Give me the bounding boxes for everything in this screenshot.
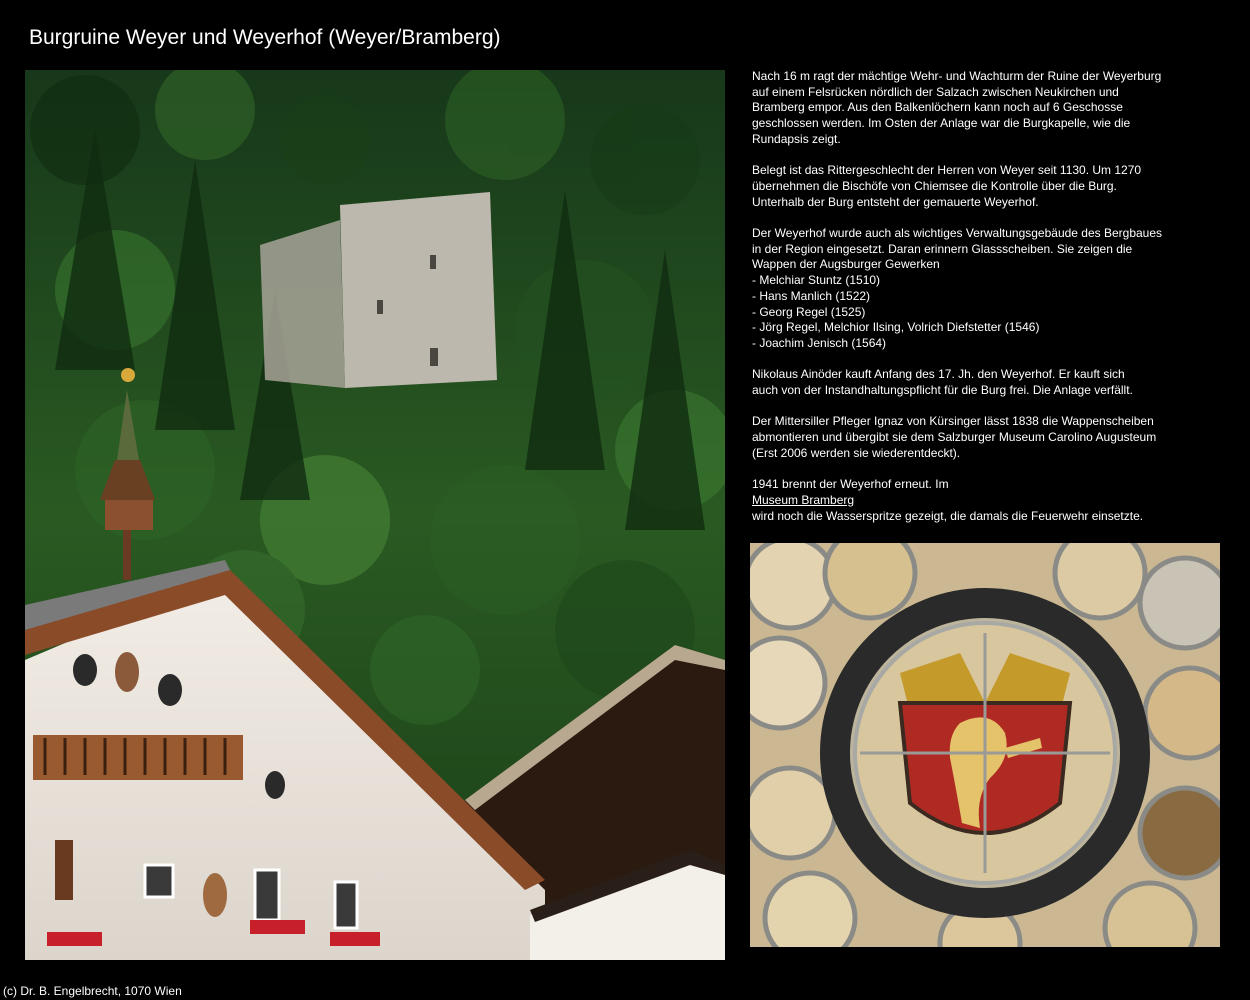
paragraph-1: Nach 16 m ragt der mächtige Wehr- und Wachturm der Ruine der Weyerburg auf einem Felsrücken nördlich der Salzach zwischen Neukirchen und Bramberg empor. Aus den Balkenlöchern kann noch auf 6 Geschosse geschlossen werden. Im Osten der Anlage war die Burgkapelle, wie die Rundapsis zeigt. bbox=[752, 69, 1162, 146]
paragraph-4: Nikolaus Ainöder kauft Anfang des 17. Jh. den Weyerhof. Er kauft sich auch von der Instandhaltungspflicht für die Burg frei. Die Anlage verfällt. bbox=[752, 367, 1133, 398]
list-item: - Melchiar Stuntz (1510) bbox=[752, 273, 881, 288]
list-item: - Georg Regel (1525) bbox=[752, 304, 866, 319]
list-item: - Jörg Regel, Melchior Ilsing, Volrich Diefstetter (1546) bbox=[752, 320, 1040, 335]
list-item: - Hans Manlich (1522) bbox=[752, 288, 871, 303]
description-text bbox=[752, 69, 1222, 540]
list-item: - Joachim Jenisch (1564) bbox=[752, 335, 887, 350]
museum-bramberg-link[interactable]: Museum Bramberg bbox=[752, 492, 855, 507]
castle-ruin-illustration bbox=[25, 70, 725, 960]
page-title: Burgruine Weyer und Weyerhof (Weyer/Bramberg) bbox=[29, 26, 501, 49]
coat-of-arms-window-illustration bbox=[750, 543, 1220, 947]
paragraph-3: Der Weyerhof wurde auch als wichtiges Verwaltungsgebäude des Bergbaues in der Region eingesetzt. Daran erinnern Glassscheiben. Sie zeigen die Wappen der Augsburger Gewerken - Melchiar Stuntz (1510) - Hans Manlich (1522) - Georg Regel (1525) - Jörg Regel, Melchior Ilsing, Volrich Diefstetter (1546) - Joachim Jenisch (1564) bbox=[752, 226, 1222, 352]
paragraph-5: Der Mittersiller Pfleger Ignaz von Kürsinger lässt 1838 die Wappenscheiben abmontieren und übergibt sie dem Salzburger Museum Carolino Augusteum (Erst 2006 werden sie wiederentdeckt). bbox=[752, 414, 1157, 460]
copyright-footer: (c) Dr. B. Engelbrecht, 1070 Wien bbox=[3, 984, 182, 998]
stained-glass-photo bbox=[750, 543, 1220, 947]
paragraph-6: 1941 brennt der Weyerhof erneut. Im Museum Bramberg wird noch die Wasserspritze gezeigt, die damals die Feuerwehr einsetzte. bbox=[752, 477, 1222, 524]
castle-ruin-photo bbox=[25, 70, 725, 960]
paragraph-2: Belegt ist das Rittergeschlecht der Herren von Weyer seit 1130. Um 1270 übernehmen die Bischöfe von Chiemsee die Kontrolle über die Burg. Unterhalb der Burg entsteht der gemauerte Weyerhof. bbox=[752, 163, 1142, 209]
